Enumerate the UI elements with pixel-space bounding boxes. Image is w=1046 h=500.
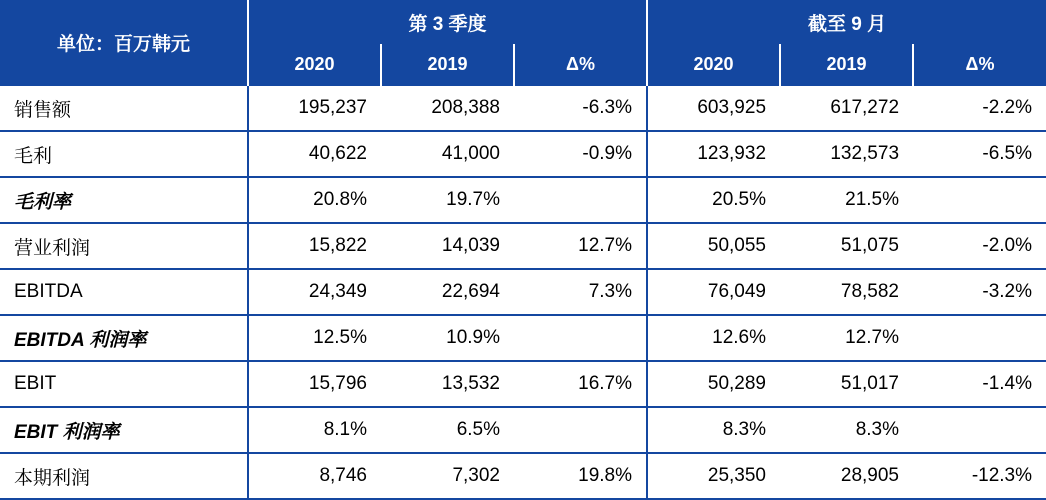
cell-ytd-2019: 132,573 [780,131,913,177]
cell-ytd-2019: 78,582 [780,269,913,315]
cell-q3-2019: 10.9% [381,315,514,361]
table-header-group-row [0,0,1046,44]
cell-q3-2020: 20.8% [248,177,381,223]
group-header-q3: 第 3 季度 [248,0,647,44]
table-row [0,453,1046,499]
row-label: EBIT [0,361,248,407]
cell-ytd-2019: 617,272 [780,85,913,131]
cell-ytd-delta: -3.2% [913,269,1046,315]
subheader-ytd-2020: 2020 [647,44,780,85]
row-label: EBITDA 利润率 [0,315,248,361]
table-header [0,0,1046,85]
cell-q3-2020: 12.5% [248,315,381,361]
subheader-ytd-2019: 2019 [780,44,913,85]
row-label: EBIT 利润率 [0,407,248,453]
subheader-q3-2019: 2019 [381,44,514,85]
cell-ytd-2020: 12.6% [647,315,780,361]
cell-q3-2019: 41,000 [381,131,514,177]
group-header-ytd: 截至 9 月 [647,0,1046,44]
unit-label: 单位：百万韩元 [0,0,248,85]
table-row [0,361,1046,407]
row-label: 本期利润 [0,453,248,499]
cell-q3-delta: 19.8% [514,453,647,499]
cell-ytd-2020: 50,289 [647,361,780,407]
cell-ytd-2019: 12.7% [780,315,913,361]
row-label: 营业利润 [0,223,248,269]
cell-q3-2020: 15,822 [248,223,381,269]
cell-ytd-2020: 76,049 [647,269,780,315]
cell-q3-2020: 40,622 [248,131,381,177]
cell-ytd-delta: -12.3% [913,453,1046,499]
cell-ytd-delta [913,177,1046,223]
cell-q3-2019: 19.7% [381,177,514,223]
subheader-q3-delta: Δ% [514,44,647,85]
table-body [0,85,1046,499]
cell-ytd-delta: -6.5% [913,131,1046,177]
cell-ytd-2020: 20.5% [647,177,780,223]
table-row [0,85,1046,131]
cell-q3-delta [514,407,647,453]
table-row [0,315,1046,361]
row-label: EBITDA [0,269,248,315]
cell-q3-delta [514,315,647,361]
cell-q3-2020: 8.1% [248,407,381,453]
cell-q3-delta: -0.9% [514,131,647,177]
row-label: 毛利 [0,131,248,177]
cell-q3-2020: 15,796 [248,361,381,407]
cell-q3-2020: 8,746 [248,453,381,499]
cell-ytd-2020: 25,350 [647,453,780,499]
cell-ytd-2020: 603,925 [647,85,780,131]
cell-q3-delta: 16.7% [514,361,647,407]
cell-ytd-2019: 51,017 [780,361,913,407]
cell-q3-delta: -6.3% [514,85,647,131]
table-row [0,223,1046,269]
cell-ytd-2020: 50,055 [647,223,780,269]
table-row [0,131,1046,177]
cell-ytd-2019: 8.3% [780,407,913,453]
cell-q3-2019: 14,039 [381,223,514,269]
cell-q3-2020: 24,349 [248,269,381,315]
cell-ytd-delta: -2.2% [913,85,1046,131]
subheader-q3-2020: 2020 [248,44,381,85]
cell-ytd-2019: 51,075 [780,223,913,269]
cell-q3-delta: 12.7% [514,223,647,269]
cell-ytd-delta: -1.4% [913,361,1046,407]
cell-q3-2019: 6.5% [381,407,514,453]
table-row [0,177,1046,223]
cell-ytd-2019: 28,905 [780,453,913,499]
cell-q3-delta [514,177,647,223]
cell-ytd-delta [913,407,1046,453]
cell-ytd-2020: 123,932 [647,131,780,177]
cell-q3-2019: 7,302 [381,453,514,499]
subheader-ytd-delta: Δ% [913,44,1046,85]
cell-q3-2019: 22,694 [381,269,514,315]
cell-ytd-2020: 8.3% [647,407,780,453]
cell-q3-2020: 195,237 [248,85,381,131]
row-label: 销售额 [0,85,248,131]
cell-ytd-delta [913,315,1046,361]
cell-ytd-2019: 21.5% [780,177,913,223]
row-label: 毛利率 [0,177,248,223]
table-row [0,269,1046,315]
table-row [0,407,1046,453]
cell-q3-2019: 13,532 [381,361,514,407]
cell-ytd-delta: -2.0% [913,223,1046,269]
cell-q3-delta: 7.3% [514,269,647,315]
cell-q3-2019: 208,388 [381,85,514,131]
